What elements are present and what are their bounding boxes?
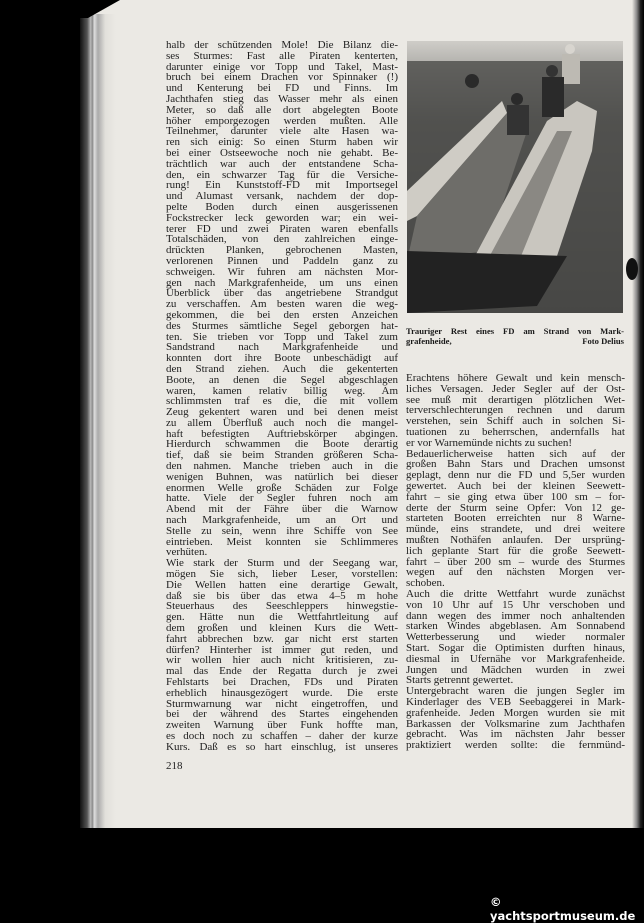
text-line: daß sie bis über das etwa 4–5 m hohe xyxy=(166,589,398,602)
text-line: trächtlich war auch der entstandene Scha- xyxy=(166,157,398,170)
text-line: Barkassen der Volksmarine zum Jachthafen xyxy=(406,717,625,730)
text-line: es doch noch zu schaffen – daher der kurze xyxy=(166,730,398,742)
text-line: Die Wellen hatten eine derartige Gewalt, xyxy=(166,578,398,591)
text-line: grafenheide. Jeden Morgen wurden sie mit xyxy=(406,706,625,719)
text-line: und Alumast versank, nachdem der dop- xyxy=(166,190,398,203)
right-page-edge xyxy=(632,0,644,828)
text-line: Zeug gekentert waren und bei denen meist xyxy=(166,406,398,419)
text-line: Wie stark der Sturm und der Seegang war, xyxy=(166,557,398,570)
text-line: drückten Planken, gebrochenen Masten, xyxy=(166,244,398,257)
text-line: Kurs. Daß es so hart einschlug, ist unseres xyxy=(166,740,398,753)
text-line: Jungen und Mädchen wurden in zwei xyxy=(406,663,625,676)
punch-hole xyxy=(626,258,638,280)
text-line: Erachtens höhere Gewalt und kein mensch- xyxy=(406,372,625,384)
text-line: Start. Sogar die Optimisten durften hinaus, xyxy=(406,641,625,654)
text-line: Kinderlager des VEB Seebaggerei in Mark- xyxy=(406,695,625,708)
text-line: fahrt – sie ging etwa über 100 sm – for- xyxy=(406,490,625,503)
text-line: verlorenen Pinnen und Paddeln ganz zu xyxy=(166,254,398,267)
text-line: ren sich einig: So einen Sturm haben wir xyxy=(166,136,398,149)
page-edges xyxy=(80,14,116,828)
page-number: 218 xyxy=(166,760,183,772)
text-line: derte der Sturm seine Opfer: Von 12 ge- xyxy=(406,501,625,514)
text-line: Meter, so daß alle dort abgelegten Boote xyxy=(166,103,398,116)
text-line: Boote, an denen die Segel abgeschlagen xyxy=(166,373,398,386)
text-line: starken Windes abgeblasen. Am Sonnabend xyxy=(406,620,625,633)
text-line: rung! Ein Kunststoff-FD mit Importsegel xyxy=(166,179,398,192)
text-line: wir wollen hier auch nicht kritisieren, zu- xyxy=(166,654,398,667)
text-line: mögen Sie sich, lieber Leser, vorstellen: xyxy=(166,568,398,581)
text-line: terverschlechterungen rechnen und darum xyxy=(406,404,625,417)
text-line: mal das Ende der Regatta durch je zwei xyxy=(166,665,398,678)
caption-line: Trauriger Rest eines FD am Strand von Mark- xyxy=(406,326,624,336)
text-line: gen. Hätte nun die Wettfahrtleitung auf xyxy=(166,611,398,624)
text-line: verstehen, sein Schiff auch in solchen Si- xyxy=(406,415,625,428)
text-line: schoben. xyxy=(406,577,445,590)
text-line: fahrt – über 200 sm – wurde des Sturmes xyxy=(406,555,625,568)
text-line: Sandstrand nach Markgrafenheide und xyxy=(166,341,398,354)
text-line: Fehlstarts bei Drachen, FDs und Piraten xyxy=(166,676,398,689)
text-line: Stelle zu sein, wenn ihre Schiffe von See xyxy=(166,524,398,537)
text-line: Jachthafen stieg das Wasser mehr als einen xyxy=(166,92,398,105)
text-line: zu verschaffen. Am besten waren die weg- xyxy=(166,298,398,311)
text-line: wenigen Buhnen, was natürlich bei dieser xyxy=(166,470,398,483)
text-line: Fockstrecker leck geworden war; ein wei- xyxy=(166,211,398,224)
text-line: er vor Warnemünde nichts zu suchen! xyxy=(406,436,572,449)
boat-photo-image xyxy=(407,41,623,313)
text-line: von 10 Uhr auf 15 Uhr verschoben und xyxy=(406,598,625,611)
text-line: starteten Booten erreichten nur 8 Warne- xyxy=(406,512,625,525)
text-line: des Sturmes sämtliche Segel geborgen hat- xyxy=(166,319,398,332)
text-column-left xyxy=(166,40,398,753)
text-line: darunter einige vor Topp und Takel, Mast- xyxy=(166,60,398,73)
text-line: nach Markgrafenheide, um an Ort und xyxy=(166,514,398,527)
text-line: schweigen. Wir fuhren am nächsten Mor- xyxy=(166,265,398,278)
text-line: dürfen? Hinterher ist immer gut reden, und xyxy=(166,643,398,656)
text-line: den Strand ziehen. Auch die gekenterten xyxy=(166,362,398,375)
text-line: enormen Welle große Schäden zur Folge xyxy=(166,481,398,494)
text-line: höher emporgezogen werden mußten. Alle xyxy=(166,114,398,127)
caption-location: grafenheide, xyxy=(406,336,452,346)
text-line: gebracht. Was im nächsten Jahr besser xyxy=(406,728,625,741)
text-line: waren, kamen relativ billig weg. Am xyxy=(166,384,398,397)
text-line: Hierdurch schwammen die Boote derartig xyxy=(166,438,398,451)
text-line: Teilnehmer, darunter viele alte Hasen wa- xyxy=(166,125,398,138)
text-line: gekommen, die bei den ersten Anzeichen xyxy=(166,308,398,321)
text-line: zweiten Warnung über Funk hoffte man, xyxy=(166,719,398,732)
text-line: wegen auf den nächsten Morgen ver- xyxy=(406,566,625,579)
text-line: fahrt abbrechen bzw. gar nicht erst starten xyxy=(166,632,398,645)
text-line: Untergebracht waren die jungen Segler im xyxy=(406,685,625,698)
text-line: erheblich hinausgezögert wurde. Die erste xyxy=(166,686,398,699)
text-column-right xyxy=(406,373,625,751)
text-line: Starts getrennt gewertet. xyxy=(406,674,514,687)
text-line: Überblick über das angetriebene Strandgut xyxy=(166,287,398,300)
photo-caption xyxy=(406,326,624,346)
text-line: gewertet. Auch bei der kleinen Seewett- xyxy=(406,479,625,492)
watermark: © yachtsportmuseum.de xyxy=(490,895,636,923)
text-line: großen Bahn Stars und Drachen umsonst xyxy=(406,458,625,471)
text-line: den, ein schwarzer Tag für die Versiche- xyxy=(166,168,398,181)
photo-credit: Foto Delius xyxy=(582,336,624,346)
text-line: pelte Boden durch einen ausgerissenen xyxy=(166,200,398,213)
text-line: den nahmen. Manche trieben auch in die xyxy=(166,460,398,473)
text-line: tuationen zu beherrschen, andernfalls hat xyxy=(406,425,625,438)
text-line: zu allem Überfluß auch noch die mangel- xyxy=(166,416,398,429)
text-line: liches Versagen. Jeder Segler auf der Ost- xyxy=(406,382,625,395)
text-line: tief, daß sie beim Stranden größeren Scha- xyxy=(166,449,398,462)
text-line: Wetterbesserung und wieder normaler xyxy=(406,631,625,644)
text-line: halb der schützenden Mole! Die Bilanz die- xyxy=(166,39,398,51)
text-line: Bedauerlicherweise hatten sich auf der xyxy=(406,447,625,460)
text-line: Steuerhaus des Seeschleppers hinwegstie- xyxy=(166,600,398,613)
text-line: gen nach Markgrafenheide, um uns einen xyxy=(166,276,398,289)
text-line: Totalschäden, von den zahlreichen einge- xyxy=(166,233,398,246)
text-line: eintrieben. Meist konnten sie Schlimmeres xyxy=(166,535,398,548)
text-line: dem großen und kleinen Kurs die Wett- xyxy=(166,622,398,635)
text-line: schlimmsten traf es die, die mit vollem xyxy=(166,395,398,408)
text-line: see muß mit derartigen plötzlichen Wet- xyxy=(406,393,625,406)
text-line: mußten Nothäfen anlaufen. Der ursprüng- xyxy=(406,533,625,546)
text-line: münde, eins strandete, und drei weitere xyxy=(406,523,625,536)
text-line: bei einer Ostseewoche noch nie gehabt. Be- xyxy=(166,146,398,159)
text-line: dann wegen des immer noch anhaltenden xyxy=(406,609,625,622)
text-line: diesmal in Ufernähe vor Markgrafenheide. xyxy=(406,652,625,665)
text-line: und Kenterung bei FD und Finns. Im xyxy=(166,82,398,95)
text-line: bei der während des Startes eingehenden xyxy=(166,708,398,721)
text-line: Auch die dritte Wettfahrt wurde zunächst xyxy=(406,587,625,600)
text-line: verhüten. xyxy=(166,546,208,559)
text-line: Abend mit der Fähre über die Warnow xyxy=(166,503,398,516)
text-line: haft befestigten Auftriebskörper abgingen. xyxy=(166,427,398,440)
text-line: Sturmwarnung war nicht eingetroffen, und xyxy=(166,697,398,710)
text-line: hatte. Viele der Segler fuhren noch am xyxy=(166,492,398,505)
text-line: lich geplante Start für die große Seewett- xyxy=(406,544,625,557)
text-line: terer FD und zwei Piraten waren ebenfalls xyxy=(166,222,398,235)
text-line: konnten dort ihre Boote unbeschädigt auf xyxy=(166,352,398,365)
text-line: geplagt, denn nur die FD und 5,5er wurden xyxy=(406,469,625,482)
photo-capsized-boat xyxy=(407,41,623,313)
text-line: ses Sturmes: Fast alle Piraten kenterten, xyxy=(166,49,398,62)
text-line: bruch bei einem Drachen vor Spinnaker (!) xyxy=(166,71,398,84)
text-line: praktiziert werden sollte: die fernmünd- xyxy=(406,739,625,752)
text-line: ten. Sie trieben vor Topp und Takel zum xyxy=(166,330,398,343)
